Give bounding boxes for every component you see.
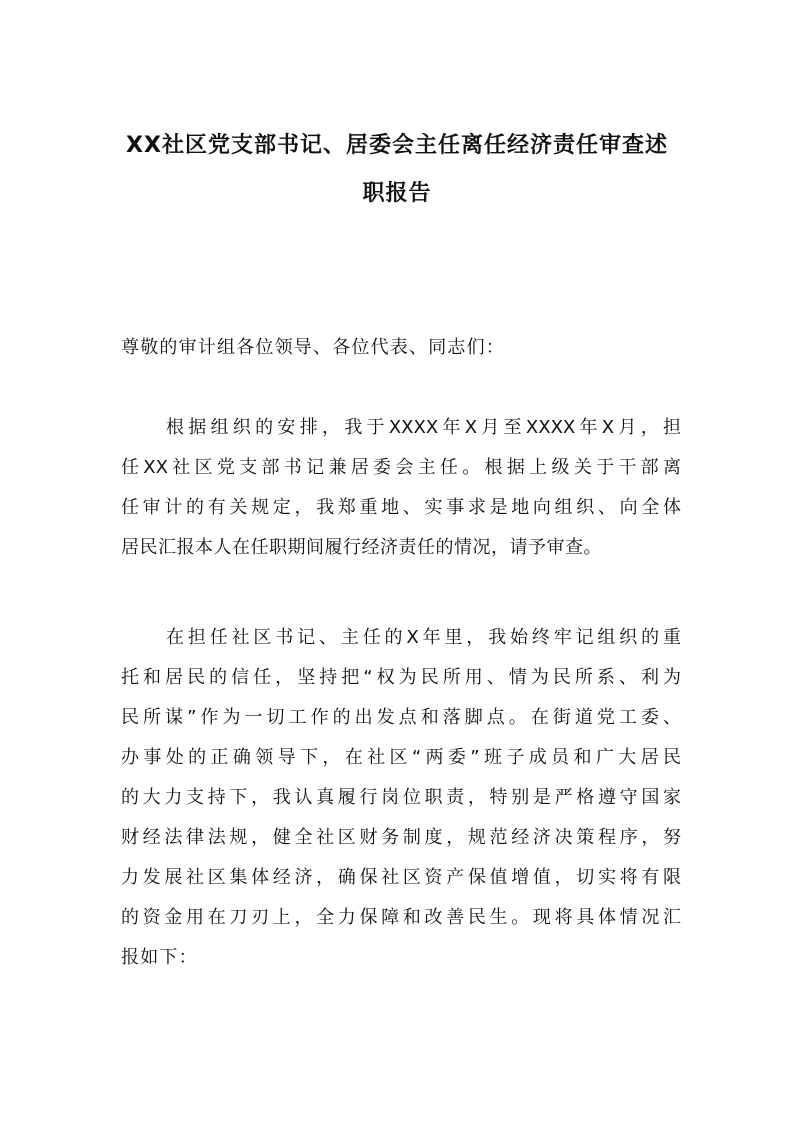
report-title-line-1: XX社区党支部书记、居委会主任离任经济责任审查述 [126, 133, 668, 158]
paragraph-2-line: 民所谋”作为一切工作的出发点和落脚点。在街道党工委、 [121, 707, 681, 728]
paragraph-1-line: 任XX社区党支部书记兼居委会主任。根据上级关于干部离 [121, 457, 681, 478]
paragraph-1-line: 居民汇报本人在任职期间履行经济责任的情况，请予审查。 [121, 537, 602, 558]
paragraph-2-line: 力发展社区集体经济，确保社区资产保值增值，切实将有限 [121, 867, 681, 888]
report-title-line-2: 职报告 [362, 181, 432, 206]
paragraph-2-line: 报如下： [121, 947, 198, 968]
paragraph-2-line: 办事处的正确领导下，在社区“两委”班子成员和广大居民 [121, 747, 681, 768]
paragraph-1-line: 任审计的有关规定，我郑重地、实事求是地向组织、向全体 [121, 497, 681, 518]
salutation: 尊敬的审计组各位领导、各位代表、同志们： [121, 337, 505, 358]
paragraph-2-line: 在担任社区书记、主任的X年里，我始终牢记组织的重 [166, 627, 681, 648]
paragraph-2-line: 的大力支持下，我认真履行岗位职责，特别是严格遵守国家 [121, 787, 681, 808]
paragraph-2-line: 的资金用在刀刃上，全力保障和改善民生。现将具体情况汇 [121, 907, 681, 928]
paragraph-2-line: 托和居民的信任，坚持把“权为民所用、情为民所系、利为 [121, 667, 681, 688]
paragraph-2-line: 财经法律法规，健全社区财务制度，规范经济决策程序，努 [121, 827, 681, 848]
paragraph-1-line: 根据组织的安排，我于XXXX年X月至XXXX年X月，担 [166, 417, 681, 438]
